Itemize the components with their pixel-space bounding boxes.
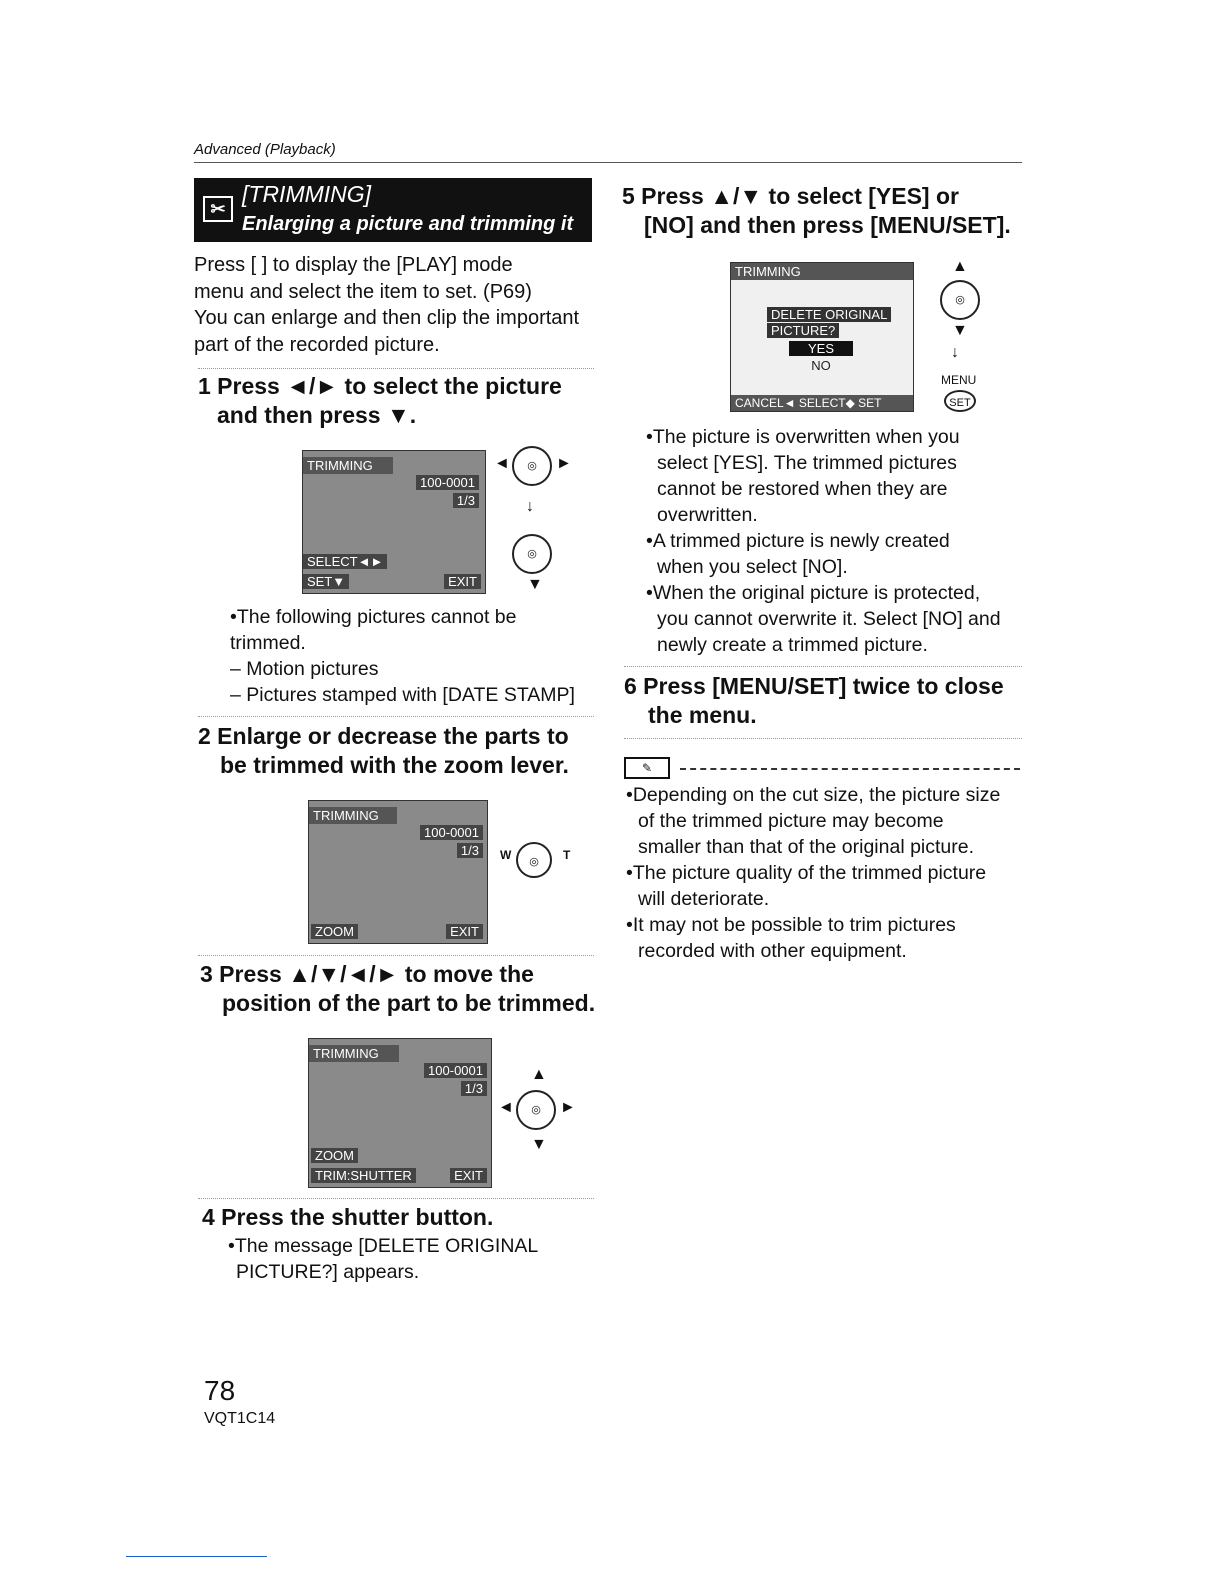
screen-bottom: CANCEL◄ SELECT◆ SET (731, 395, 913, 411)
step-line: [NO] and then press [MENU/SET]. (644, 212, 1011, 238)
intro-line: Press [ ] to display the [PLAY] mode (194, 254, 513, 276)
note-line: of the trimmed picture may become (638, 810, 944, 832)
bullet-line: •The message [DELETE ORIGINAL (228, 1235, 539, 1257)
title-banner (194, 178, 592, 242)
note-line: •It may not be possible to trim pictures (626, 914, 956, 936)
title-sub: Enlarging a picture and trimming it (242, 213, 574, 235)
bullet-line: PICTURE?] appears. (236, 1261, 420, 1283)
camera-screen-2 (308, 800, 488, 944)
title-main: [TRIMMING] (242, 181, 372, 207)
up-arrow-icon: ▲ (531, 1066, 547, 1083)
divider (624, 666, 1022, 667)
screen-count: 1/3 (457, 843, 483, 858)
step-4-heading (202, 1203, 493, 1232)
screen-title: TRIMMING (303, 457, 393, 474)
right-arrow-icon: ► (560, 1099, 576, 1116)
screen-count: 1/3 (461, 1081, 487, 1096)
up-arrow-icon: ▲ (952, 258, 968, 275)
down-arrow-icon: ▼ (527, 576, 543, 593)
screen-exit: EXIT (446, 924, 483, 939)
cursor-dial-icon: ◎ (512, 446, 552, 486)
bullet-line: overwritten. (657, 504, 758, 526)
screen-message: DELETE ORIGINAL (767, 307, 891, 322)
bullet-line: select [YES]. The trimmed pictures (657, 452, 957, 474)
note-line: will deteriorate. (638, 888, 770, 910)
down-arrow-icon: ▼ (952, 322, 968, 339)
scissors-icon: ✂ (203, 196, 233, 222)
bullet-line: •When the original picture is protected, (646, 582, 981, 604)
note-line: smaller than that of the original picture. (638, 836, 975, 858)
note-divider (680, 768, 1020, 770)
step-line: 6 Press [MENU/SET] twice to close (624, 673, 1004, 699)
step-5-bullets (646, 424, 1001, 658)
camera-screen-5 (730, 262, 914, 412)
intro-line: menu and select the item to set. (P69) (194, 280, 532, 303)
left-arrow-icon: ◄ (498, 1099, 514, 1116)
step-line: the menu. (648, 702, 757, 728)
screen-message: PICTURE? (767, 323, 839, 338)
divider (624, 738, 1022, 739)
screen-file: 100-0001 (420, 825, 483, 840)
step-line: 5 Press ▲/▼ to select [YES] or (622, 183, 959, 209)
screen-title: TRIMMING (309, 1045, 399, 1062)
footer-line (126, 1556, 267, 1557)
cursor-dial-icon: ◎ (940, 280, 980, 320)
notes (626, 782, 1000, 964)
step-5-heading (622, 182, 1011, 240)
zoom-tele-label: T (563, 848, 571, 862)
zoom-lever-icon: ◎ (516, 842, 552, 878)
camera-screen-3 (308, 1038, 492, 1188)
screen-label: ZOOM (311, 924, 358, 939)
note-icon: ✎ (624, 757, 670, 779)
intro-line: You can enlarge and then clip the important (194, 307, 580, 329)
header-divider (194, 162, 1022, 163)
step-4-bullets (228, 1233, 538, 1285)
menu-set-button-icon: SET (944, 390, 976, 412)
bullet-line: when you select [NO]. (657, 556, 848, 578)
step-2-heading (198, 722, 569, 780)
bullet-line: – Motion pictures (230, 658, 379, 680)
cursor-dial-icon: ◎ (512, 534, 552, 574)
zoom-wide-label: W (500, 848, 512, 862)
section-label: Advanced (Playback) (194, 141, 336, 158)
screen-option-yes: YES (789, 341, 853, 356)
divider (198, 368, 594, 369)
bullet-line: •A trimmed picture is newly created (646, 530, 950, 552)
step-line: and then press ▼. (217, 402, 417, 428)
step-line: be trimmed with the zoom lever. (220, 752, 569, 778)
step-6-heading (624, 672, 1004, 730)
menu-label: MENU (941, 373, 977, 387)
bullet-line: newly create a trimmed picture. (657, 634, 928, 656)
screen-title: TRIMMING (309, 807, 397, 824)
step-line: 2 Enlarge or decrease the parts to (198, 723, 569, 749)
left-arrow-icon: ◄ (494, 455, 510, 472)
screen-file: 100-0001 (416, 475, 479, 490)
document-code: VQT1C14 (204, 1410, 276, 1427)
screen-title: TRIMMING (731, 263, 913, 280)
right-arrow-icon: ► (556, 455, 572, 472)
step-1-heading (198, 372, 562, 430)
screen-label: TRIM:SHUTTER (311, 1168, 416, 1183)
screen-file: 100-0001 (424, 1063, 487, 1078)
divider (198, 955, 594, 956)
bullet-line: •The following pictures cannot be (230, 606, 517, 628)
page-number: 78 (204, 1375, 236, 1406)
bullet-line: you cannot overwrite it. Select [NO] and (657, 608, 1001, 630)
intro-line: part of the recorded picture. (194, 333, 440, 356)
screen-count: 1/3 (453, 493, 479, 508)
down-step-arrow-icon: ↓ (526, 498, 534, 515)
bullet-line: cannot be restored when they are (657, 478, 948, 500)
screen-label: SET▼ (303, 574, 349, 589)
note-line: •The picture quality of the trimmed picture (626, 862, 987, 884)
step-3-heading (200, 960, 595, 1018)
down-step-arrow-icon: ↓ (951, 344, 959, 361)
step-1-bullets (230, 604, 575, 708)
cursor-dial-icon: ◎ (516, 1090, 556, 1130)
intro-text (194, 252, 594, 358)
screen-label: SELECT◄► (303, 554, 387, 569)
step-line: 1 Press ◄/► to select the picture (198, 373, 562, 399)
bullet-line: – Pictures stamped with [DATE STAMP] (230, 684, 575, 706)
note-line: •Depending on the cut size, the picture size (626, 784, 1001, 806)
bullet-line: •The picture is overwritten when you (646, 426, 960, 448)
divider (198, 716, 594, 717)
step-line: 4 Press the shutter button. (202, 1204, 494, 1230)
screen-exit: EXIT (450, 1168, 487, 1183)
screen-exit: EXIT (444, 574, 481, 589)
divider (198, 1198, 594, 1199)
screen-option-no: NO (811, 358, 831, 373)
down-arrow-icon: ▼ (531, 1136, 547, 1153)
note-line: recorded with other equipment. (638, 940, 907, 962)
step-line: position of the part to be trimmed. (222, 990, 596, 1016)
camera-screen-1 (302, 450, 486, 594)
bullet-line: trimmed. (230, 632, 306, 654)
step-line: 3 Press ▲/▼/◄/► to move the (200, 961, 534, 987)
screen-label: ZOOM (311, 1148, 358, 1163)
